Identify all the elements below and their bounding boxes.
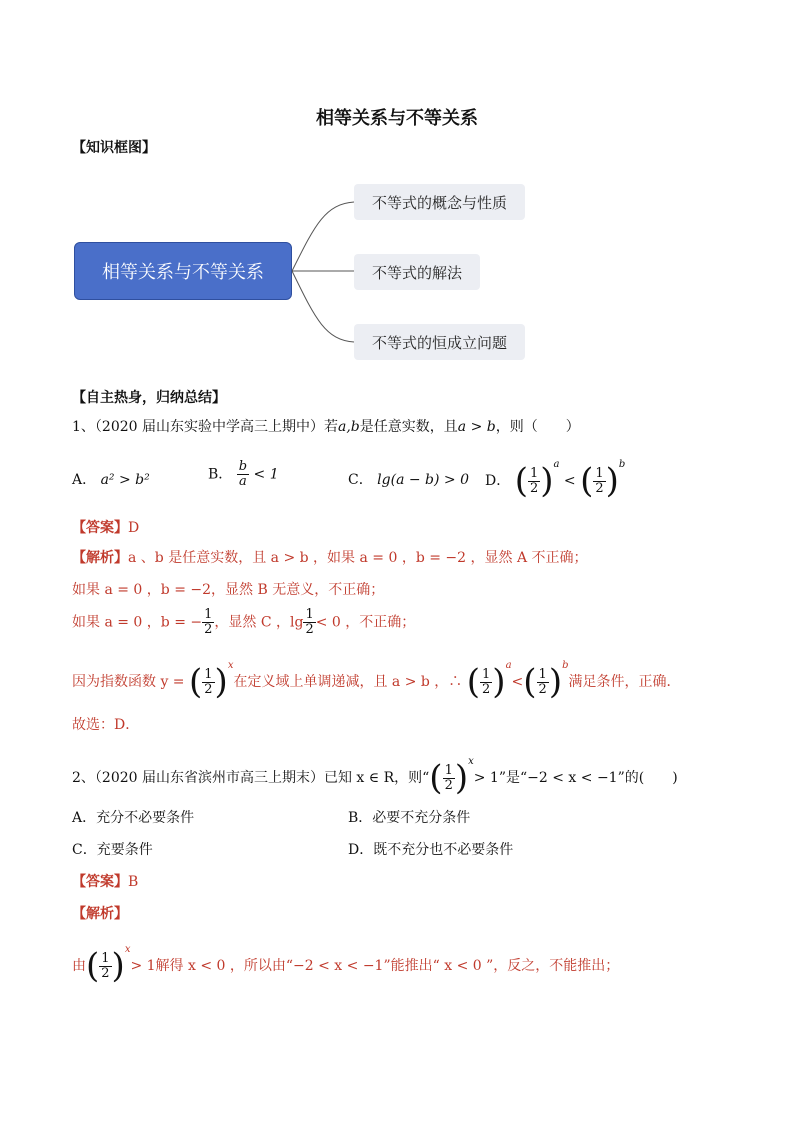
q2-answer: 【答案】B xyxy=(72,874,139,890)
q1-analysis-line2: 如果 a = 0 ，b = −2，显然 B 无意义，不正确； xyxy=(72,582,385,598)
q1-analysis-line5: 故选：D． xyxy=(72,717,140,733)
mindmap-child-solving: 不等式的解法 xyxy=(354,254,480,290)
q2-option-d: D．既不充分也不必要条件 xyxy=(348,842,514,858)
q1-analysis-line3: 如果 a = 0 ，b = − $\frac{1}{2}$ ，显然 C ，lg $\frac{1}{2}$ < 0 ，不正确； xyxy=(72,607,416,637)
q2-analysis-line1: 由( $\frac{1}{2}$ )$^x$> 1解得 x < 0 ，所以由“−2 < x < −1”能推出“ x < 0 ”，反之，不能推出； xyxy=(72,944,620,986)
page-title: 相等关系与不等关系 xyxy=(316,108,478,129)
q1-option-d: D． ( $\frac{1}{2}$ )$^a$ < ( $\frac{1}{2}$ )$^b$ xyxy=(485,459,626,501)
mindmap-child-concept: 不等式的概念与性质 xyxy=(354,184,525,220)
q2-option-c: C．充要条件 xyxy=(72,842,153,858)
q2-stem: 2、（2020 届山东省滨州市高三上期末）已知 x ∈ R，则“( $\frac{1}{2}$ )$^x$> 1”是“−2 < x < −1”的( ) xyxy=(72,756,678,798)
section-selfstudy: 【自主热身，归纳总结】 xyxy=(72,390,226,406)
q1-analysis-line1: 【解析】a 、b 是任意实数，且 a > b ，如果 a = 0 ，b = −2 ，显然 A 不正确； xyxy=(72,550,588,566)
section-framework: 【知识框图】 xyxy=(72,140,156,156)
mindmap-root: 相等关系与不等关系 xyxy=(74,242,292,300)
q1-analysis-line4: 因为指数函数 y = ( $\frac{1}{2}$ )$^x$在定义域上单调递减，且 a > b ，∴ ( $\frac{1}{2}$ )$^a$<( $\frac{1}{2}$ )$^b$满足条件，正确． xyxy=(72,660,681,702)
q2-analysis-label: 【解析】 xyxy=(72,906,128,922)
q1-option-b: B． $\frac{b}{a}$ < 1 xyxy=(208,459,279,489)
mindmap-child-constant: 不等式的恒成立问题 xyxy=(354,324,525,360)
q1-stem: 1、（2020 届山东实验中学高三上期中）若a,b是任意实数，且a > b，则（ ） xyxy=(72,419,580,435)
q1-option-c: C． lg(a − b) > 0 xyxy=(348,472,470,488)
q1-answer: 【答案】D xyxy=(72,520,140,536)
q2-option-b: B．必要不充分条件 xyxy=(348,810,471,826)
q2-option-a: A．充分不必要条件 xyxy=(72,810,195,826)
q1-option-a: A． a² > b² xyxy=(72,472,150,488)
